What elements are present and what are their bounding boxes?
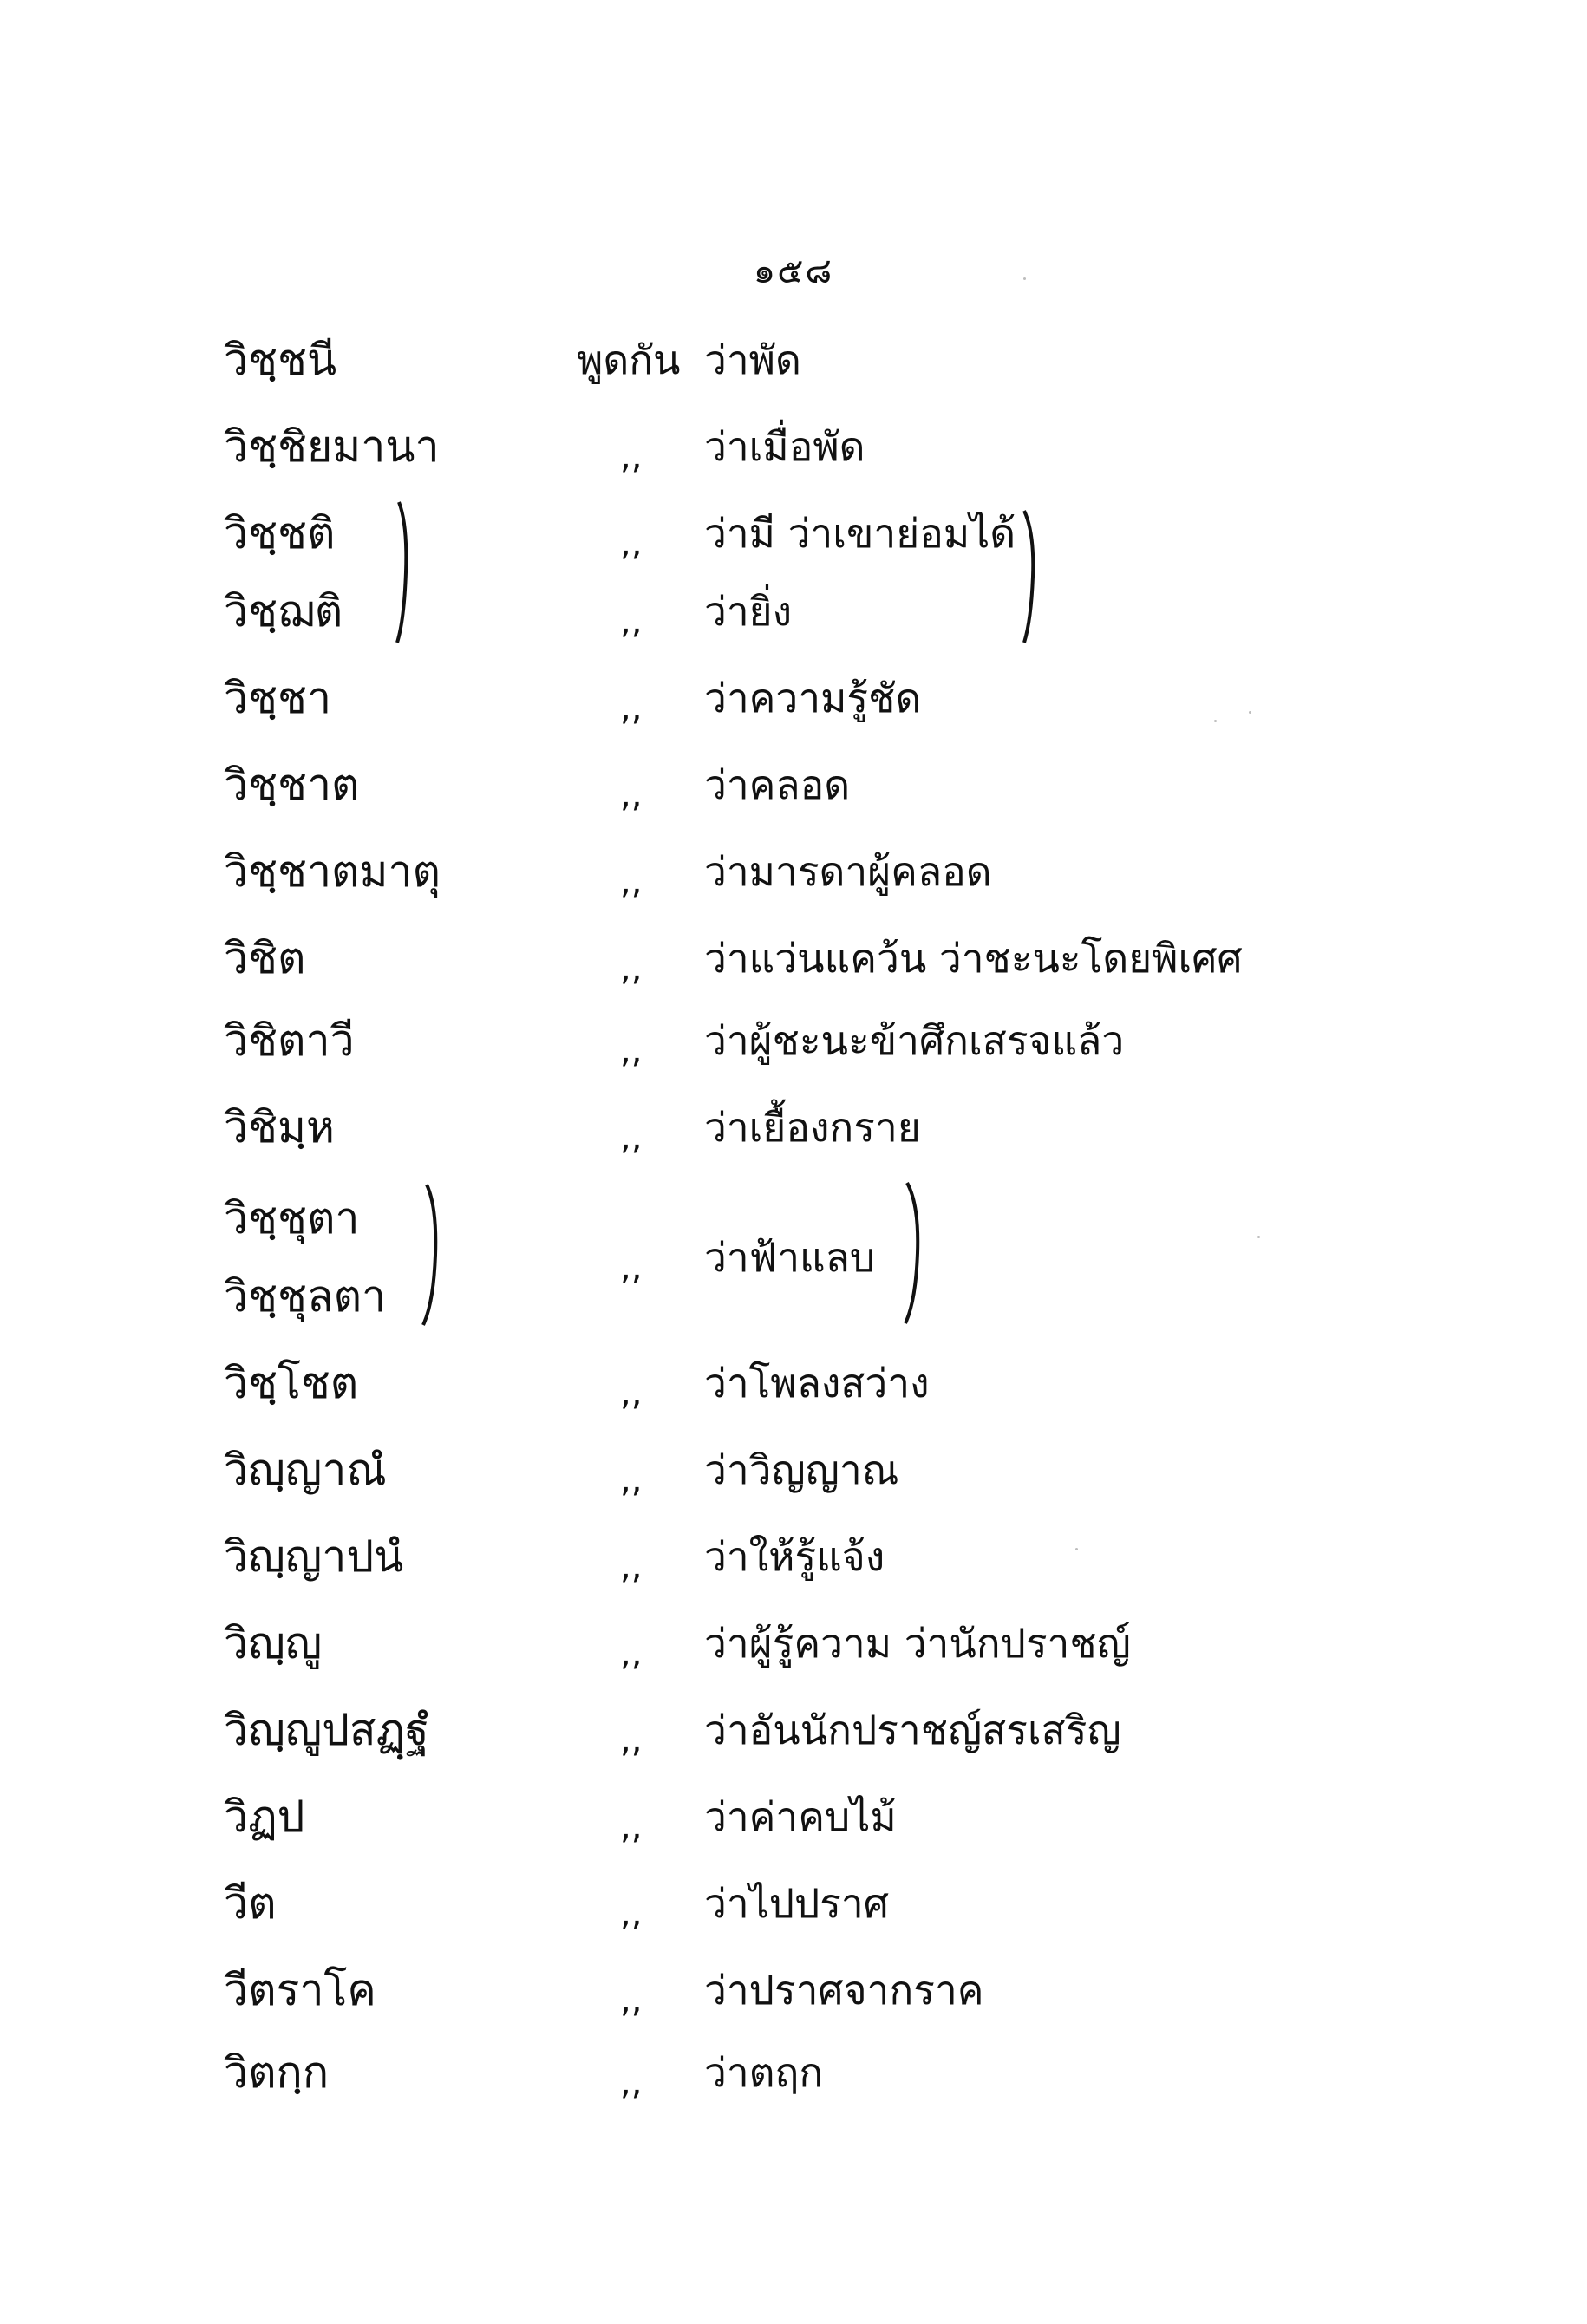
- entry-term: วิชิต: [224, 933, 306, 983]
- entry-gloss: ว่าให้รู้แจ้ง: [704, 1533, 885, 1580]
- entry-prefix: พูดกัน: [577, 336, 681, 383]
- ditto-mark: ,,: [620, 1894, 643, 1934]
- entry-row: [0, 1513, 1587, 1600]
- ditto-mark: ,,: [620, 689, 643, 728]
- entry-gloss: ว่ายิ่ง: [704, 588, 793, 635]
- page-number: ๑๕๘: [753, 251, 834, 291]
- left-bracket-2: [418, 1181, 444, 1328]
- entry-gloss: ว่าตฤก: [704, 2049, 824, 2096]
- entry-gloss: ว่าคลอด: [704, 761, 851, 808]
- entry-row: [0, 317, 1587, 403]
- entry-term: วิฏป: [224, 1792, 305, 1842]
- entry-row: [0, 1947, 1587, 2034]
- paper-speck: [1023, 277, 1026, 280]
- entry-gloss: ว่าฟ้าแลบ: [704, 1234, 876, 1281]
- entry-row: [0, 1773, 1587, 1860]
- entry-row: [0, 490, 1587, 577]
- entry-term: วิชฺชาต: [224, 760, 360, 810]
- ditto-mark: ,,: [620, 2063, 643, 2103]
- entry-row: [0, 741, 1587, 828]
- entry-term: วิญฺญาปนํ: [224, 1531, 404, 1582]
- entry-gloss: ว่าเมื่อพัด: [704, 423, 865, 470]
- entry-row: [0, 1860, 1587, 1947]
- entry-term: วิชฺชุลตา: [224, 1271, 387, 1322]
- ditto-mark: ,,: [620, 437, 643, 477]
- entry-term: วิตกฺก: [224, 2047, 330, 2098]
- entry-gloss: ว่ามี ว่าเขาย่อมได้: [704, 510, 1016, 557]
- ditto-mark: ,,: [620, 1248, 643, 1288]
- entry-gloss: ว่ามารดาผู้คลอด: [704, 848, 992, 895]
- entry-gloss: ว่าเยื้องกราย: [704, 1104, 921, 1151]
- paper-speck: [1249, 711, 1251, 714]
- entry-row: [0, 828, 1587, 915]
- entry-gloss: ว่าพัด: [704, 336, 801, 383]
- entry-term: วิชิมฺห: [224, 1102, 335, 1152]
- entry-term: วิชิตาวี: [224, 1015, 355, 1066]
- entry-gloss: ว่าผู้รู้ความ ว่านักปราชญ์: [704, 1620, 1131, 1667]
- ditto-mark: ,,: [620, 1031, 643, 1071]
- entry-term: วิญฺญาณํ: [224, 1445, 387, 1495]
- ditto-mark: ,,: [620, 1634, 643, 1674]
- entry-row: [0, 915, 1587, 1002]
- entry-gloss: ว่าไปปราศ: [704, 1880, 889, 1927]
- entry-term: วิชฺชติ: [224, 508, 336, 558]
- entry-row: [0, 1687, 1587, 1773]
- ditto-mark: ,,: [620, 949, 643, 989]
- ditto-mark: ,,: [620, 862, 643, 902]
- left-bracket-1: [390, 499, 416, 646]
- entry-term: วิชฺฌติ: [224, 586, 343, 636]
- braced-gloss-row: [0, 1214, 1587, 1301]
- entry-row: [0, 997, 1587, 1084]
- paper-speck: [1075, 1548, 1078, 1550]
- entry-term: วีตราโค: [224, 1965, 376, 2015]
- right-bracket-2: [900, 1179, 926, 1327]
- ditto-mark: ,,: [620, 1460, 643, 1500]
- entry-gloss: ว่าปราศจากราค: [704, 1967, 984, 2014]
- entry-term: วิชฺชาตมาตุ: [224, 846, 441, 897]
- entry-row: [0, 1426, 1587, 1513]
- entry-gloss: ว่าวิญญาณ: [704, 1446, 899, 1493]
- entry-term: วิญฺญู: [224, 1618, 323, 1668]
- entry-row: [0, 2029, 1587, 2116]
- ditto-mark: ,,: [620, 1807, 643, 1847]
- entry-term: วิชฺชนี: [224, 335, 337, 385]
- entry-row: [0, 403, 1587, 490]
- ditto-mark: ,,: [620, 1720, 643, 1760]
- right-bracket-1: [1019, 507, 1045, 646]
- entry-term: วิญฺญูปสฏฺฐํ: [224, 1705, 429, 1755]
- entry-gloss: ว่าผู้ชะนะข้าศึกเสรจแล้ว: [704, 1017, 1125, 1064]
- entry-gloss: ว่าโพลงสว่าง: [704, 1360, 930, 1407]
- entry-gloss: ว่าอันนักปราชญ์สรเสริญ: [704, 1707, 1121, 1753]
- ditto-mark: ,,: [620, 1374, 643, 1413]
- ditto-mark: ,,: [620, 775, 643, 815]
- entry-gloss: ว่าค่าคบไม้: [704, 1793, 897, 1840]
- entry-row: [0, 655, 1587, 741]
- entry-row: [0, 568, 1587, 655]
- paper-speck: [1214, 720, 1217, 722]
- entry-term: วิชฺโชต: [224, 1358, 359, 1408]
- entry-term: วิชฺชุตา: [224, 1193, 360, 1244]
- ditto-mark: ,,: [620, 1118, 643, 1158]
- entry-term: วิชฺชิยมานา: [224, 421, 440, 472]
- entry-term: วีต: [224, 1878, 277, 1929]
- entry-row: [0, 1600, 1587, 1687]
- ditto-mark: ,,: [620, 1547, 643, 1587]
- ditto-mark: ,,: [620, 1981, 643, 2020]
- entry-gloss: ว่าความรู้ชัด: [704, 675, 922, 721]
- entry-term: วิชฺชา: [224, 673, 332, 723]
- entry-row: [0, 1084, 1587, 1171]
- entry-gloss: ว่าแว่นแคว้น ว่าชะนะโดยพิเศศ: [704, 935, 1243, 982]
- ditto-mark: ,,: [620, 524, 643, 564]
- entry-row: [0, 1340, 1587, 1426]
- ditto-mark: ,,: [620, 602, 643, 642]
- paper-speck: [1257, 1236, 1260, 1238]
